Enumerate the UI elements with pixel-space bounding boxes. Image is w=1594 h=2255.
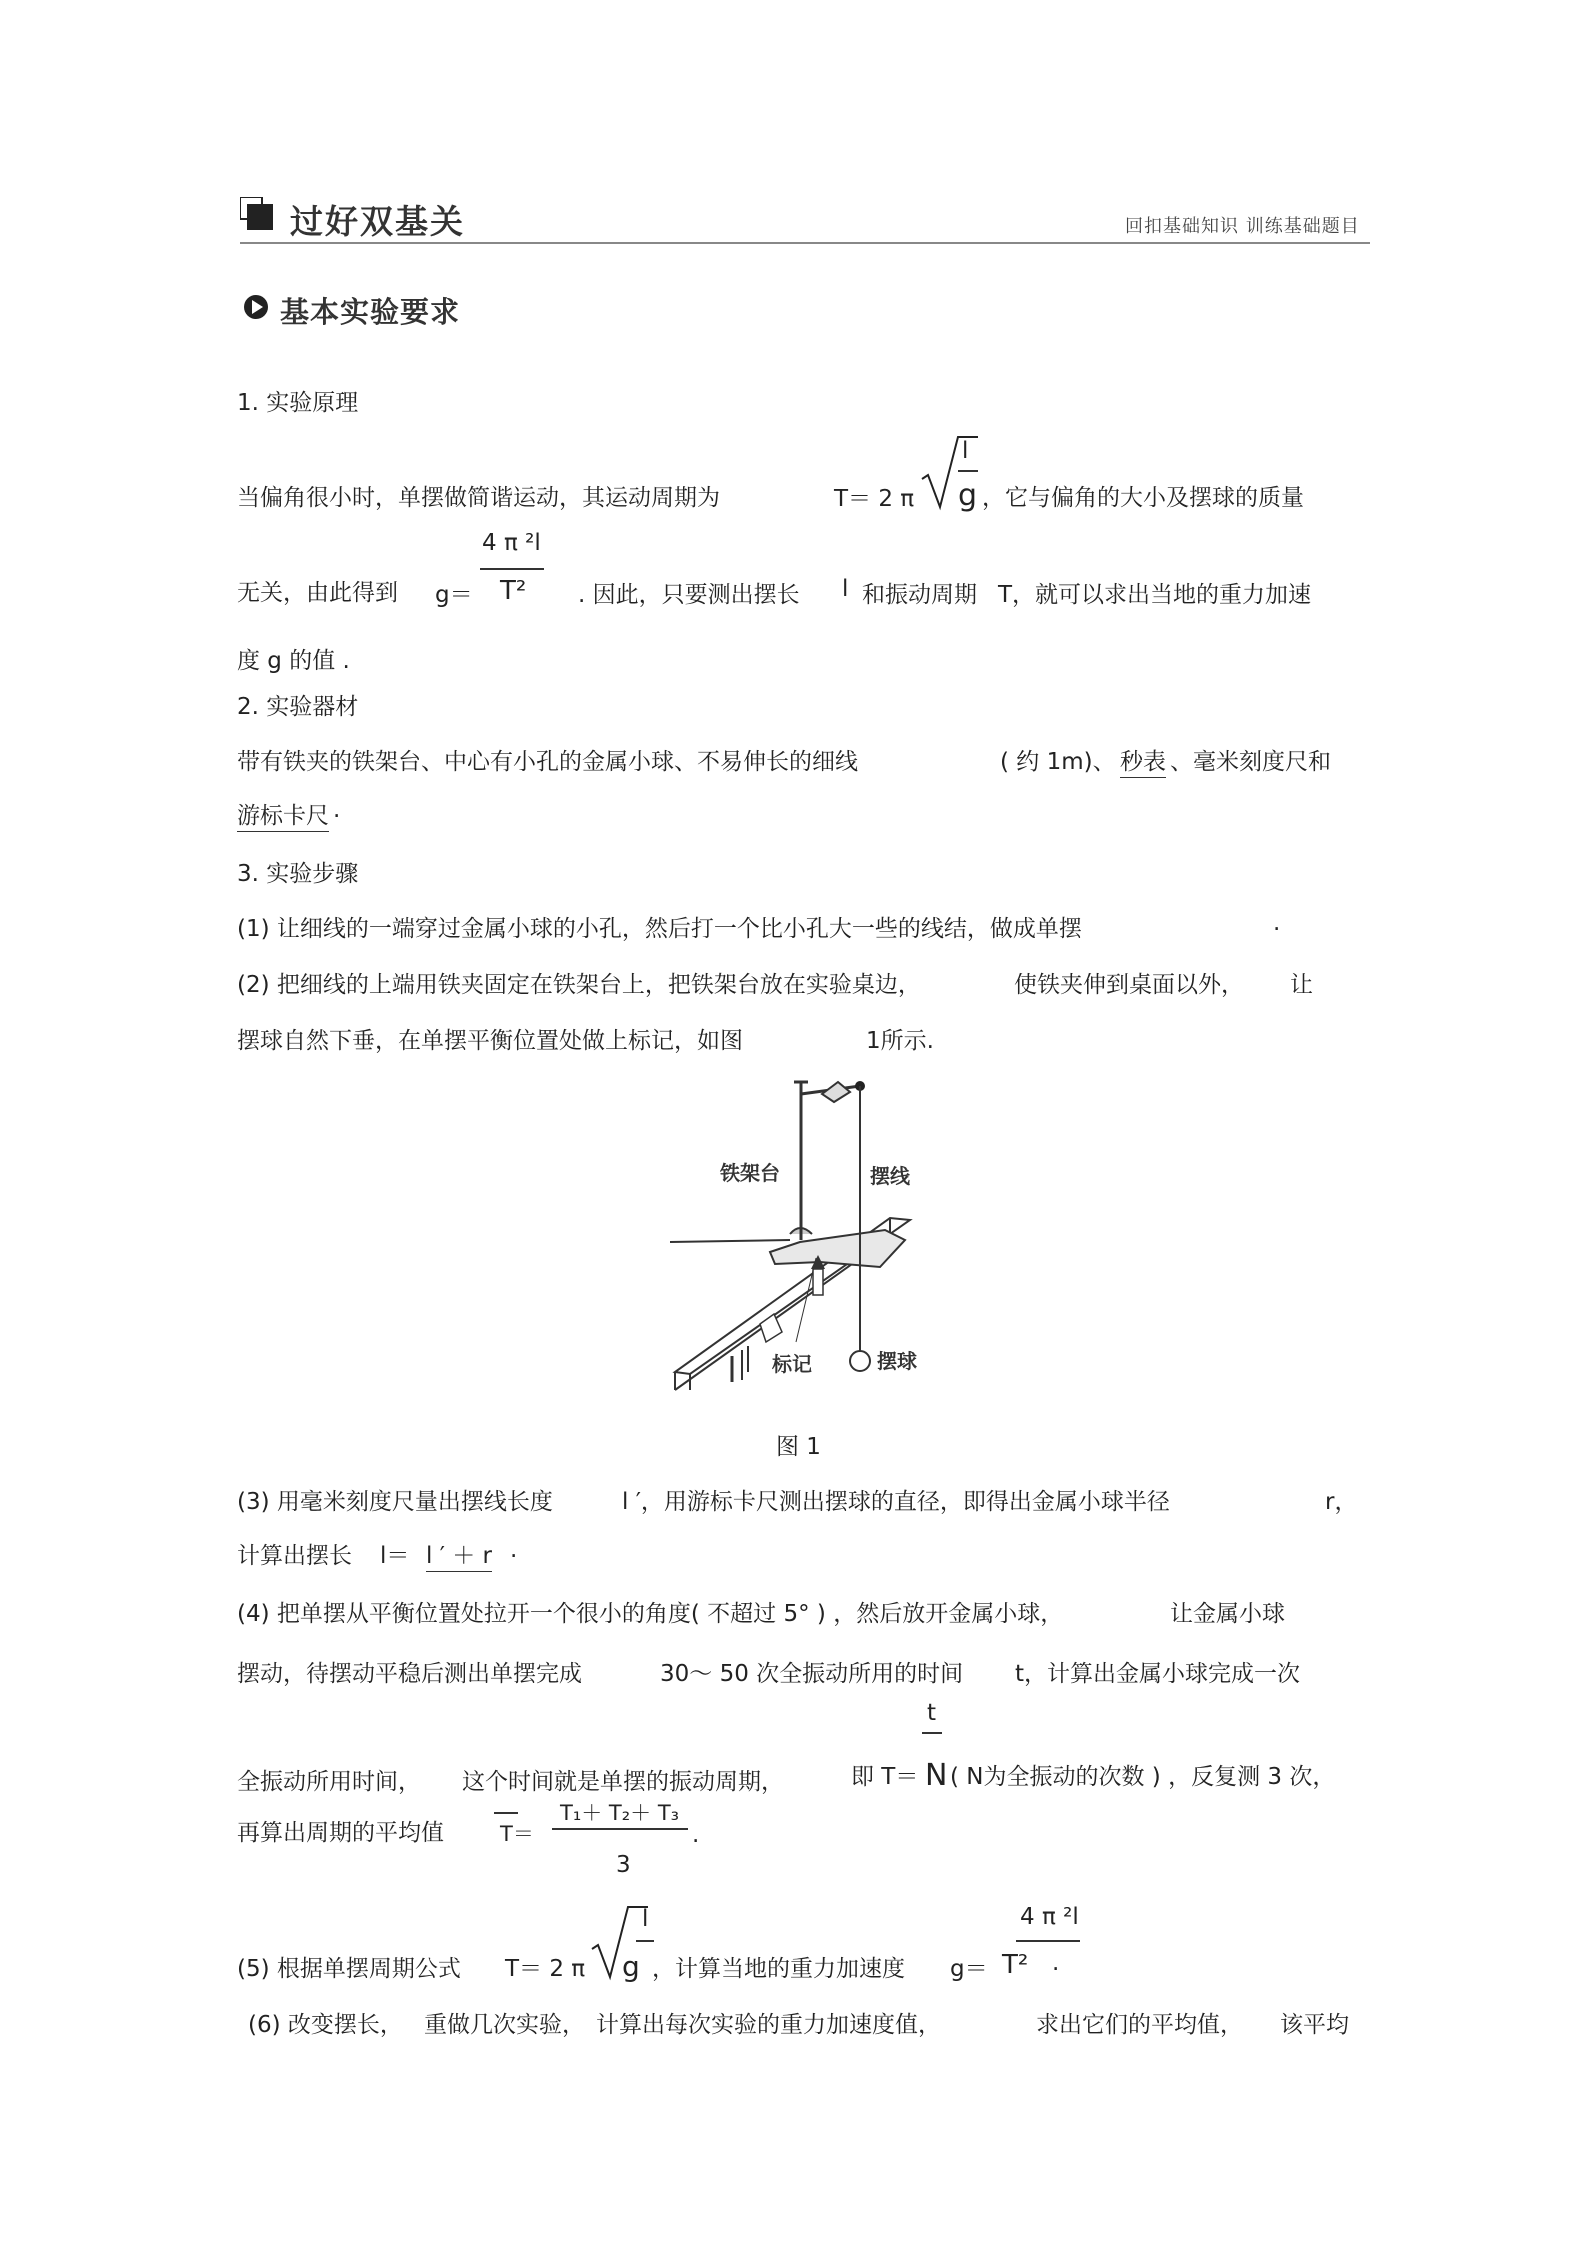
fraction-bar bbox=[922, 1732, 942, 1734]
g-formula-numerator: 4 π ²l bbox=[482, 530, 541, 556]
step-4-t-numerator: t bbox=[927, 1700, 937, 1726]
principle-text-3: 无关，由此得到 bbox=[237, 580, 398, 606]
step-5-formula: T＝ 2 π bbox=[505, 1956, 586, 1982]
step-5-g: g＝ bbox=[950, 1956, 988, 1982]
sqrt-denominator: g bbox=[958, 478, 978, 513]
equipment-text-2: ( 约 1m)、 bbox=[1000, 749, 1116, 775]
heading-steps: 3. 实验步骤 bbox=[237, 861, 359, 887]
step-6d: 求出它们的平均值， bbox=[1036, 2012, 1243, 2038]
principle-text-5: l bbox=[842, 576, 849, 602]
equipment-caliper: 游标卡尺 bbox=[237, 797, 329, 832]
fraction-bar bbox=[552, 1828, 688, 1830]
step-3b: l ′，用游标卡尺测出摆球的直径，即得出金属小球半径 bbox=[622, 1489, 1170, 1515]
step-2b: 使铁夹伸到桌面以外， bbox=[1014, 972, 1244, 998]
figure-caption: 图 1 bbox=[776, 1434, 821, 1460]
step-5-dot: . bbox=[1052, 1950, 1060, 1976]
step-1-end: . bbox=[1273, 910, 1281, 936]
step-3f: . bbox=[510, 1537, 518, 1563]
header-subtitle: 回扣基础知识 训练基础题目 bbox=[1125, 216, 1360, 237]
step-3a: (3) 用毫米刻度尺量出摆线长度 bbox=[237, 1489, 553, 1515]
step-5a: (5) 根据单摆周期公式 bbox=[237, 1956, 461, 1982]
label-stand: 铁架台 bbox=[720, 1161, 780, 1185]
step-4h: 即 T＝ bbox=[851, 1764, 919, 1790]
equipment-text-4: . bbox=[333, 797, 341, 823]
step-4-n-denominator: N bbox=[925, 1758, 948, 1793]
step-4-avg-denominator: 3 bbox=[616, 1852, 631, 1878]
equipment-text-1: 带有铁夹的铁架台、中心有小孔的金属小球、不易伸长的细线 bbox=[237, 749, 858, 775]
heading-principle: 1. 实验原理 bbox=[237, 390, 359, 416]
step-4i: ( N为全振动的次数 ) ，反复测 3 次， bbox=[950, 1764, 1336, 1790]
equipment-text-3: 、毫米刻度尺和 bbox=[1170, 749, 1331, 775]
step-3c: r， bbox=[1325, 1489, 1358, 1515]
step-2c: 让 bbox=[1290, 972, 1313, 998]
step-2e: 1所示. bbox=[866, 1028, 934, 1054]
mean-bar bbox=[494, 1812, 518, 1814]
step-5-sqrt-denominator: g bbox=[622, 1950, 640, 1983]
period-formula: T＝ 2 π bbox=[834, 486, 915, 512]
step-4g: 这个时间就是单摆的振动周期， bbox=[462, 1769, 784, 1795]
label-ball: 摆球 bbox=[877, 1349, 917, 1373]
step-4d: 30～ 50 次全振动所用的时间 bbox=[660, 1661, 964, 1687]
step-5-numerator: 4 π ²l bbox=[1020, 1904, 1079, 1930]
principle-text-7: T，就可以求出当地的重力加速 bbox=[998, 582, 1312, 608]
step-6b: 重做几次实验， bbox=[424, 2012, 585, 2038]
g-formula-lhs: g＝ bbox=[435, 582, 473, 608]
principle-text-1: 当偏角很小时，单摆做简谐运动，其运动周期为 bbox=[237, 485, 720, 511]
step-4b: 让金属小球 bbox=[1170, 1601, 1285, 1627]
fraction-bar bbox=[636, 1940, 654, 1942]
heading-equipment: 2. 实验器材 bbox=[237, 694, 359, 720]
fraction-bar bbox=[1016, 1940, 1080, 1942]
sqrt-numerator: l bbox=[962, 438, 969, 464]
step-3d: 计算出摆长 bbox=[237, 1543, 352, 1569]
step-4-mean-T: T＝ bbox=[500, 1822, 534, 1846]
step-5-denominator: T² bbox=[1002, 1950, 1029, 1980]
step-4a: (4) 把单摆从平衡位置处拉开一个很小的角度( 不超过 5° ) ，然后放开金属小球， bbox=[237, 1601, 1064, 1627]
step-6c: 计算出每次实验的重力加速度值， bbox=[596, 2012, 941, 2038]
equipment-stopwatch: 秒表 bbox=[1120, 743, 1166, 778]
step-4c: 摆动，待摆动平稳后测出单摆完成 bbox=[237, 1661, 582, 1687]
step-5-sqrt-numerator: l bbox=[642, 1906, 649, 1932]
step-6a: (6) 改变摆长， bbox=[248, 2012, 403, 2038]
step-4-avg-numerator: T₁＋ T₂＋ T₃ bbox=[560, 1801, 680, 1825]
play-circle-icon bbox=[243, 294, 269, 320]
step-5b: ，计算当地的重力加速度 bbox=[652, 1956, 905, 1982]
step-4-dot: . bbox=[692, 1822, 700, 1848]
step-2d: 摆球自然下垂，在单摆平衡位置处做上标记，如图 bbox=[237, 1028, 743, 1054]
g-formula-denominator: T² bbox=[500, 576, 527, 606]
principle-text-2: ，它与偏角的大小及摆球的质量 bbox=[982, 485, 1304, 511]
sqrt-sign-icon bbox=[590, 1903, 650, 1983]
header-icon bbox=[240, 197, 274, 231]
step-4j: 再算出周期的平均值 bbox=[237, 1820, 444, 1846]
pendulum-figure bbox=[670, 1072, 980, 1402]
header-title: 过好双基关 bbox=[290, 202, 465, 241]
step-4f: 全振动所用时间， bbox=[237, 1769, 421, 1795]
step-3e: l＝ bbox=[380, 1543, 410, 1569]
principle-text-4: . 因此，只要测出摆长 bbox=[578, 582, 800, 608]
step-2a: (2) 把细线的上端用铁夹固定在铁架台上，把铁架台放在实验桌边， bbox=[237, 972, 921, 998]
principle-text-8: 度 g 的值 . bbox=[237, 648, 350, 674]
step-3-length-formula: l ′ ＋ r bbox=[426, 1537, 492, 1572]
fraction-bar bbox=[480, 568, 544, 570]
step-1: (1) 让细线的一端穿过金属小球的小孔，然后打一个比小孔大一些的线结，做成单摆 bbox=[237, 916, 1082, 942]
header-divider bbox=[240, 242, 1370, 244]
label-string: 摆线 bbox=[870, 1164, 910, 1188]
step-4e: t，计算出金属小球完成一次 bbox=[1015, 1661, 1301, 1687]
fraction-bar bbox=[958, 470, 978, 472]
section-title: 基本实验要求 bbox=[280, 295, 461, 329]
principle-text-6: 和振动周期 bbox=[862, 582, 977, 608]
step-6e: 该平均 bbox=[1280, 2012, 1349, 2038]
label-mark: 标记 bbox=[772, 1352, 812, 1376]
